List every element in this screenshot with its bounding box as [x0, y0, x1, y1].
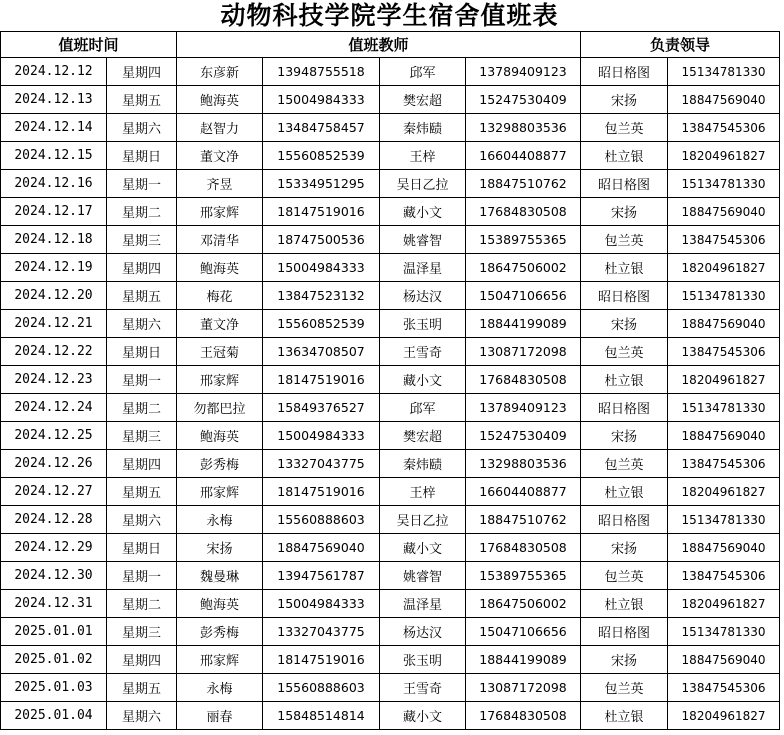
table-row — [1, 646, 780, 674]
teacher2-name-cell: 吴日乙拉 — [380, 506, 466, 534]
teacher2-name-cell: 吴日乙拉 — [380, 170, 466, 198]
leader-name-cell: 宋扬 — [581, 422, 668, 450]
teacher1-phone-cell: 18147519016 — [263, 366, 380, 394]
teacher2-name-cell: 杨达汉 — [380, 282, 466, 310]
leader-name-cell: 杜立银 — [581, 590, 668, 618]
duty-date-cell: 2024.12.23 — [1, 366, 107, 394]
leader-name-cell: 包兰英 — [581, 338, 668, 366]
teacher1-name-cell: 邢家辉 — [177, 646, 263, 674]
duty-date-cell: 2024.12.25 — [1, 422, 107, 450]
teacher2-phone-cell: 15389755365 — [466, 226, 581, 254]
weekday-cell: 星期二 — [107, 394, 177, 422]
teacher2-name-cell: 王梓 — [380, 478, 466, 506]
weekday-cell: 星期日 — [107, 534, 177, 562]
leader-phone-cell: 18847569040 — [668, 86, 780, 114]
table-row — [1, 282, 780, 310]
duty-date-cell: 2024.12.24 — [1, 394, 107, 422]
teacher2-phone-cell: 13087172098 — [466, 338, 581, 366]
leader-name-cell: 包兰英 — [581, 562, 668, 590]
table-row — [1, 478, 780, 506]
teacher2-name-cell: 王雪奇 — [380, 674, 466, 702]
duty-date-cell: 2024.12.19 — [1, 254, 107, 282]
teacher2-phone-cell: 16604408877 — [466, 142, 581, 170]
teacher2-name-cell: 温泽星 — [380, 254, 466, 282]
teacher1-phone-cell: 13847523132 — [263, 282, 380, 310]
leader-phone-cell: 13847545306 — [668, 114, 780, 142]
leader-phone-cell: 13847545306 — [668, 674, 780, 702]
leader-name-cell: 杜立银 — [581, 142, 668, 170]
leader-name-cell: 昭日格图 — [581, 170, 668, 198]
teacher1-name-cell: 梅花 — [177, 282, 263, 310]
weekday-cell: 星期三 — [107, 226, 177, 254]
table-row — [1, 86, 780, 114]
duty-date-cell: 2024.12.20 — [1, 282, 107, 310]
table-row — [1, 226, 780, 254]
weekday-cell: 星期四 — [107, 450, 177, 478]
table-row — [1, 590, 780, 618]
teacher1-name-cell: 彭秀梅 — [177, 450, 263, 478]
teacher1-phone-cell: 15849376527 — [263, 394, 380, 422]
teacher1-name-cell: 董文净 — [177, 142, 263, 170]
teacher2-phone-cell: 18847510762 — [466, 506, 581, 534]
table-row — [1, 198, 780, 226]
teacher1-phone-cell: 15560888603 — [263, 674, 380, 702]
teacher1-phone-cell: 18147519016 — [263, 198, 380, 226]
table-row — [1, 422, 780, 450]
weekday-cell: 星期日 — [107, 338, 177, 366]
leader-name-cell: 包兰英 — [581, 450, 668, 478]
teacher2-name-cell: 王梓 — [380, 142, 466, 170]
teacher1-name-cell: 永梅 — [177, 506, 263, 534]
teacher1-phone-cell: 15560888603 — [263, 506, 380, 534]
weekday-cell: 星期五 — [107, 674, 177, 702]
table-row — [1, 310, 780, 338]
leader-name-cell: 昭日格图 — [581, 506, 668, 534]
leader-name-cell: 宋扬 — [581, 198, 668, 226]
teacher2-phone-cell: 17684830508 — [466, 366, 581, 394]
leader-phone-cell: 13847545306 — [668, 562, 780, 590]
teacher1-name-cell: 邓清华 — [177, 226, 263, 254]
leader-phone-cell: 18847569040 — [668, 422, 780, 450]
duty-date-cell: 2025.01.03 — [1, 674, 107, 702]
teacher1-name-cell: 彭秀梅 — [177, 618, 263, 646]
teacher1-phone-cell: 15004984333 — [263, 590, 380, 618]
leader-phone-cell: 15134781330 — [668, 58, 780, 86]
teacher2-name-cell: 杨达汉 — [380, 618, 466, 646]
table-row — [1, 366, 780, 394]
leader-name-cell: 杜立银 — [581, 702, 668, 730]
teacher2-name-cell: 姚睿智 — [380, 226, 466, 254]
teacher2-phone-cell: 15247530409 — [466, 86, 581, 114]
teacher2-name-cell: 藏小文 — [380, 534, 466, 562]
teacher1-name-cell: 王冠菊 — [177, 338, 263, 366]
teacher2-phone-cell: 15389755365 — [466, 562, 581, 590]
teacher1-phone-cell: 18747500536 — [263, 226, 380, 254]
roster-body — [1, 58, 780, 730]
duty-date-cell: 2025.01.04 — [1, 702, 107, 730]
weekday-cell: 星期日 — [107, 142, 177, 170]
teacher1-phone-cell: 18147519016 — [263, 478, 380, 506]
teacher2-name-cell: 樊宏超 — [380, 422, 466, 450]
teacher2-name-cell: 姚睿智 — [380, 562, 466, 590]
duty-date-cell: 2025.01.02 — [1, 646, 107, 674]
duty-date-cell: 2024.12.12 — [1, 58, 107, 86]
duty-date-cell: 2024.12.27 — [1, 478, 107, 506]
weekday-cell: 星期五 — [107, 282, 177, 310]
weekday-cell: 星期三 — [107, 618, 177, 646]
table-row — [1, 534, 780, 562]
duty-date-cell: 2024.12.16 — [1, 170, 107, 198]
teacher2-phone-cell: 13087172098 — [466, 674, 581, 702]
teacher1-name-cell: 东彦新 — [177, 58, 263, 86]
teacher1-name-cell: 齐昱 — [177, 170, 263, 198]
weekday-cell: 星期二 — [107, 198, 177, 226]
teacher2-name-cell: 温泽星 — [380, 590, 466, 618]
weekday-cell: 星期六 — [107, 702, 177, 730]
leader-name-cell: 杜立银 — [581, 366, 668, 394]
leader-phone-cell: 15134781330 — [668, 394, 780, 422]
teacher2-phone-cell: 13789409123 — [466, 58, 581, 86]
teacher1-name-cell: 邢家辉 — [177, 366, 263, 394]
header-duty-time: 值班时间 — [1, 32, 177, 58]
teacher2-name-cell: 王雪奇 — [380, 338, 466, 366]
table-row — [1, 142, 780, 170]
leader-name-cell: 包兰英 — [581, 226, 668, 254]
teacher1-phone-cell: 15004984333 — [263, 254, 380, 282]
teacher1-phone-cell: 13634708507 — [263, 338, 380, 366]
weekday-cell: 星期六 — [107, 506, 177, 534]
table-row — [1, 254, 780, 282]
teacher1-phone-cell: 15334951295 — [263, 170, 380, 198]
table-row — [1, 450, 780, 478]
leader-phone-cell: 15134781330 — [668, 282, 780, 310]
leader-phone-cell: 18847569040 — [668, 198, 780, 226]
teacher2-phone-cell: 16604408877 — [466, 478, 581, 506]
teacher2-name-cell: 张玉明 — [380, 310, 466, 338]
teacher2-phone-cell: 18647506002 — [466, 254, 581, 282]
teacher1-phone-cell: 13484758457 — [263, 114, 380, 142]
duty-date-cell: 2024.12.21 — [1, 310, 107, 338]
teacher2-name-cell: 藏小文 — [380, 366, 466, 394]
teacher1-name-cell: 鲍海英 — [177, 254, 263, 282]
duty-date-cell: 2024.12.31 — [1, 590, 107, 618]
teacher2-phone-cell: 13298803536 — [466, 450, 581, 478]
teacher1-phone-cell: 18847569040 — [263, 534, 380, 562]
table-row — [1, 58, 780, 86]
teacher1-phone-cell: 15560852539 — [263, 310, 380, 338]
leader-phone-cell: 15134781330 — [668, 170, 780, 198]
weekday-cell: 星期二 — [107, 590, 177, 618]
weekday-cell: 星期一 — [107, 562, 177, 590]
weekday-cell: 星期一 — [107, 170, 177, 198]
leader-phone-cell: 15134781330 — [668, 506, 780, 534]
table-row — [1, 114, 780, 142]
weekday-cell: 星期五 — [107, 86, 177, 114]
teacher1-phone-cell: 15004984333 — [263, 422, 380, 450]
teacher1-name-cell: 永梅 — [177, 674, 263, 702]
duty-date-cell: 2024.12.29 — [1, 534, 107, 562]
duty-table — [0, 31, 780, 730]
leader-name-cell: 宋扬 — [581, 310, 668, 338]
leader-name-cell: 宋扬 — [581, 646, 668, 674]
teacher1-phone-cell: 13947561787 — [263, 562, 380, 590]
weekday-cell: 星期六 — [107, 310, 177, 338]
header-duty-teachers: 值班教师 — [177, 32, 581, 58]
teacher2-name-cell: 邱军 — [380, 58, 466, 86]
teacher1-name-cell: 魏曼琳 — [177, 562, 263, 590]
teacher2-phone-cell: 18844199089 — [466, 310, 581, 338]
teacher2-phone-cell: 18844199089 — [466, 646, 581, 674]
teacher1-phone-cell: 13327043775 — [263, 450, 380, 478]
duty-date-cell: 2024.12.22 — [1, 338, 107, 366]
teacher2-phone-cell: 15047106656 — [466, 282, 581, 310]
teacher1-phone-cell: 13948755518 — [263, 58, 380, 86]
teacher1-phone-cell: 13327043775 — [263, 618, 380, 646]
teacher2-name-cell: 邱军 — [380, 394, 466, 422]
leader-phone-cell: 13847545306 — [668, 450, 780, 478]
leader-name-cell: 杜立银 — [581, 478, 668, 506]
duty-date-cell: 2024.12.13 — [1, 86, 107, 114]
table-row — [1, 506, 780, 534]
duty-date-cell: 2024.12.26 — [1, 450, 107, 478]
duty-date-cell: 2024.12.17 — [1, 198, 107, 226]
teacher2-phone-cell: 18847510762 — [466, 170, 581, 198]
leader-phone-cell: 13847545306 — [668, 338, 780, 366]
weekday-cell: 星期四 — [107, 646, 177, 674]
teacher2-phone-cell: 17684830508 — [466, 534, 581, 562]
duty-date-cell: 2024.12.14 — [1, 114, 107, 142]
leader-phone-cell: 18204961827 — [668, 702, 780, 730]
teacher1-name-cell: 丽春 — [177, 702, 263, 730]
teacher1-name-cell: 鲍海英 — [177, 86, 263, 114]
header-leaders: 负责领导 — [581, 32, 780, 58]
leader-name-cell: 包兰英 — [581, 114, 668, 142]
weekday-cell: 星期五 — [107, 478, 177, 506]
teacher1-name-cell: 勿都巴拉 — [177, 394, 263, 422]
leader-phone-cell: 18847569040 — [668, 646, 780, 674]
teacher1-name-cell: 赵智力 — [177, 114, 263, 142]
sheet-title: 动物科技学院学生宿舍值班表 — [220, 1, 559, 30]
teacher2-name-cell: 秦炜赜 — [380, 450, 466, 478]
duty-date-cell: 2024.12.28 — [1, 506, 107, 534]
teacher2-name-cell: 秦炜赜 — [380, 114, 466, 142]
teacher2-phone-cell: 15047106656 — [466, 618, 581, 646]
leader-phone-cell: 18204961827 — [668, 254, 780, 282]
teacher1-phone-cell: 15560852539 — [263, 142, 380, 170]
teacher1-phone-cell: 15004984333 — [263, 86, 380, 114]
leader-name-cell: 昭日格图 — [581, 282, 668, 310]
leader-phone-cell: 15134781330 — [668, 618, 780, 646]
table-row — [1, 702, 780, 730]
table-row — [1, 394, 780, 422]
teacher1-name-cell: 宋扬 — [177, 534, 263, 562]
leader-phone-cell: 18847569040 — [668, 310, 780, 338]
table-row — [1, 338, 780, 366]
teacher1-phone-cell: 15848514814 — [263, 702, 380, 730]
teacher1-name-cell: 邢家辉 — [177, 478, 263, 506]
teacher2-name-cell: 张玉明 — [380, 646, 466, 674]
duty-date-cell: 2024.12.18 — [1, 226, 107, 254]
weekday-cell: 星期一 — [107, 366, 177, 394]
header-row — [1, 32, 780, 58]
weekday-cell: 星期四 — [107, 254, 177, 282]
leader-name-cell: 宋扬 — [581, 86, 668, 114]
teacher2-name-cell: 樊宏超 — [380, 86, 466, 114]
weekday-cell: 星期三 — [107, 422, 177, 450]
table-row — [1, 170, 780, 198]
teacher2-phone-cell: 18647506002 — [466, 590, 581, 618]
leader-name-cell: 包兰英 — [581, 674, 668, 702]
weekday-cell: 星期四 — [107, 58, 177, 86]
teacher2-name-cell: 藏小文 — [380, 198, 466, 226]
teacher2-name-cell: 藏小文 — [380, 702, 466, 730]
weekday-cell: 星期六 — [107, 114, 177, 142]
duty-date-cell: 2025.01.01 — [1, 618, 107, 646]
teacher1-name-cell: 董文净 — [177, 310, 263, 338]
duty-date-cell: 2024.12.15 — [1, 142, 107, 170]
teacher1-phone-cell: 18147519016 — [263, 646, 380, 674]
leader-phone-cell: 18847569040 — [668, 534, 780, 562]
leader-name-cell: 昭日格图 — [581, 58, 668, 86]
leader-name-cell: 杜立银 — [581, 254, 668, 282]
teacher2-phone-cell: 17684830508 — [466, 702, 581, 730]
teacher2-phone-cell: 13789409123 — [466, 394, 581, 422]
teacher2-phone-cell: 13298803536 — [466, 114, 581, 142]
teacher1-name-cell: 鲍海英 — [177, 590, 263, 618]
duty-date-cell: 2024.12.30 — [1, 562, 107, 590]
teacher2-phone-cell: 15247530409 — [466, 422, 581, 450]
teacher1-name-cell: 鲍海英 — [177, 422, 263, 450]
leader-phone-cell: 13847545306 — [668, 226, 780, 254]
table-row — [1, 674, 780, 702]
leader-name-cell: 昭日格图 — [581, 394, 668, 422]
teacher2-phone-cell: 17684830508 — [466, 198, 581, 226]
table-row — [1, 562, 780, 590]
leader-phone-cell: 18204961827 — [668, 590, 780, 618]
leader-name-cell: 昭日格图 — [581, 618, 668, 646]
table-row — [1, 618, 780, 646]
leader-name-cell: 宋扬 — [581, 534, 668, 562]
leader-phone-cell: 18204961827 — [668, 366, 780, 394]
leader-phone-cell: 18204961827 — [668, 142, 780, 170]
leader-phone-cell: 18204961827 — [668, 478, 780, 506]
teacher1-name-cell: 邢家辉 — [177, 198, 263, 226]
